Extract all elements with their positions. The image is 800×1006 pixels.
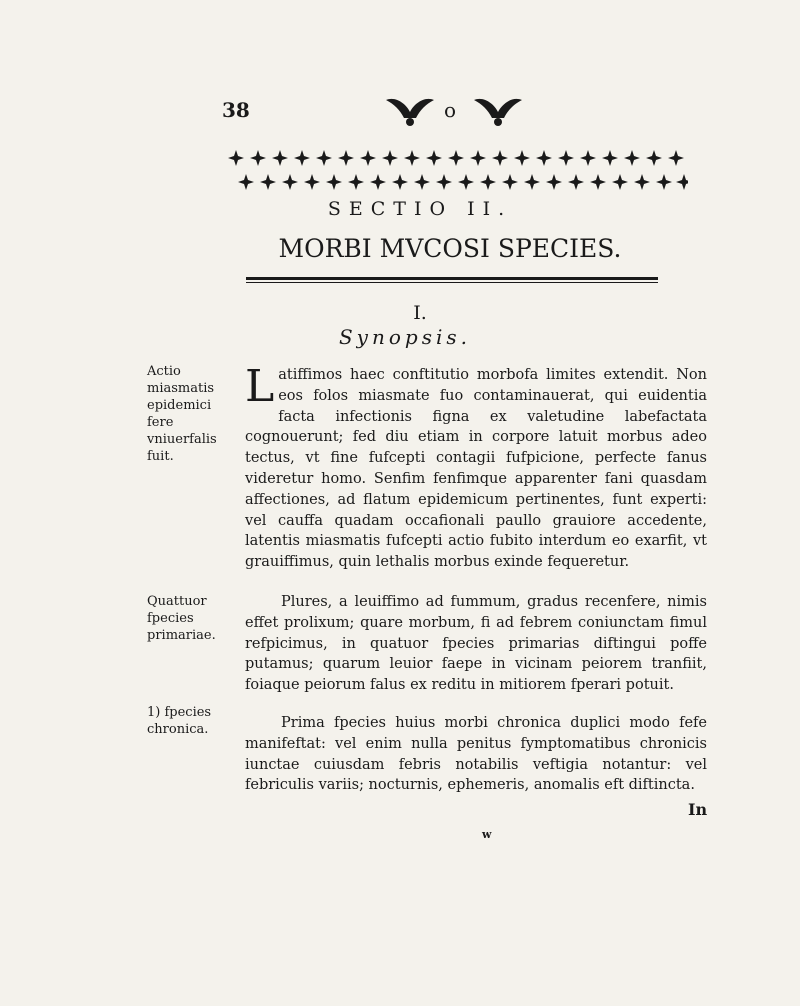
- page-title: MORBI MVCOSI SPECIES.: [278, 234, 622, 263]
- drop-cap: L: [245, 361, 275, 412]
- paragraph-2: Plures, a leuiffimo ad fummum, gradus recenfere, nimis effet prolixum; quare morbum, fi ad febrem coniunctam fimul refpicimus, in quatuor fpecies primarias diftingui poffe putamus; quarum leuior faepe in vicinam peiorem tranfiit, foiaque peiorum falus ex reditu in mitiorem fperari potuit.: [245, 594, 707, 694]
- cross-ornament-icons: [228, 150, 684, 166]
- title-rule-divider: [246, 277, 658, 284]
- subsection-numeral: I.: [413, 302, 427, 324]
- ornament-row-top: [228, 148, 688, 168]
- left-vignette-icon: [380, 94, 440, 128]
- signature-mark: w: [482, 828, 492, 841]
- margin-note-2: Quattuor fpecies primariae.: [147, 594, 216, 643]
- margin-note-1: Actio miasmatis epidemici fere vniuerfalis fuit.: [147, 364, 217, 464]
- paragraph-3: Prima fpecies huius morbi chronica duplici modo fefe manifeftat: vel enim nulla penitus fymptomatibus chronicis iunctae cuiusdam febris notabilis veftigia notantur: vel febriculis variis; nocturnis, ephemeris, anomalis eft diftincta.: [245, 715, 707, 794]
- margin-note-3: 1) fpecies chronica.: [147, 705, 212, 737]
- right-vignette-icon: [468, 94, 528, 128]
- section-label: SECTIO II.: [327, 198, 513, 220]
- paragraph-1: [245, 361, 707, 573]
- subsection-heading: Synopsis.: [338, 325, 471, 349]
- paragraph-1-text: atiffimos haec conftitutio morbofa limites extendit. Non eos folos miasmate fuo contaminauerat, qui euidentia facta infectionis figna ex valetudine labefactata cognouerunt; fed diu etiam in corpore latuit morbus adeo tectus, vt fine fufcepti contagii fufpicione, perfecte fanus videretur homo. Senfim fenfimque apparenter fani quasdam affectiones, ad flatum epidemicum pertinentes, funt experti: vel cauffa quadam occafionali paullo grauiore accedente, latentis miasmatis fufcepti actio fubito interdum eo exarfit, vt grauiffimus, quin lethalis morbus exinde fequeretur.: [245, 367, 707, 571]
- catchword: In: [688, 800, 708, 819]
- ornament-row-bottom: [228, 172, 688, 192]
- page-number: 38: [222, 98, 250, 122]
- header-mark: o: [444, 98, 457, 122]
